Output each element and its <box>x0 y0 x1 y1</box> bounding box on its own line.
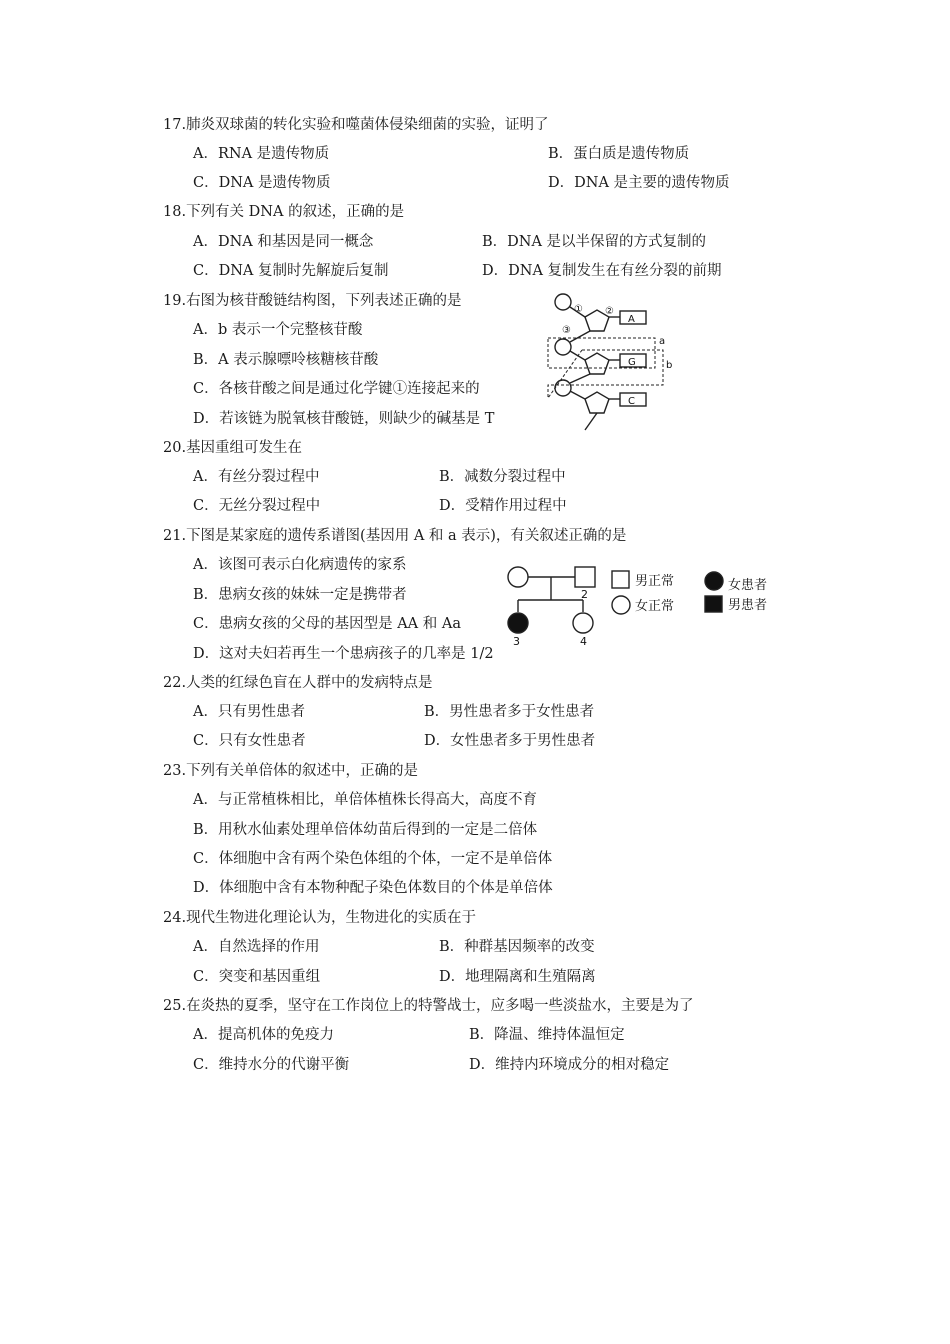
question-number: 22. <box>163 675 187 691</box>
option-c: C．各核苷酸之间是通过化学键①连接起来的 <box>193 381 480 397</box>
question-number: 20. <box>163 440 187 456</box>
legend-normal-male: 男正常 <box>635 574 675 589</box>
option-a: A．RNA 是遗传物质 <box>193 146 330 162</box>
question-25 <box>163 996 694 1016</box>
bond-label: ③ <box>562 325 571 336</box>
option-a: A．b 表示一个完整核苷酸 <box>193 322 363 338</box>
question-number: 24. <box>163 910 187 926</box>
option-b: B．蛋白质是遗传物质 <box>548 146 690 162</box>
option-c: C．只有女性患者 <box>193 733 306 749</box>
option-c: C．无丝分裂过程中 <box>193 498 321 514</box>
question-stem: 下列有关单倍体的叙述中，正确的是 <box>186 763 419 779</box>
option-a: A．提高机体的免疫力 <box>193 1027 334 1043</box>
individual-label: 2 <box>581 588 588 601</box>
option-d: D．若该链为脱氧核苷酸链，则缺少的碱基是 T <box>193 411 495 427</box>
legend-normal-female: 女正常 <box>635 599 675 614</box>
option-b: B．A 表示腺嘌呤核糖核苷酸 <box>193 352 379 368</box>
base-label: G <box>628 357 636 368</box>
option-d: D．维持内环境成分的相对稳定 <box>469 1057 670 1073</box>
question-number: 23. <box>163 763 187 779</box>
pedigree-figure <box>500 560 780 650</box>
bond-label: ① <box>574 304 583 315</box>
base-label: A <box>628 314 635 325</box>
option-b: B．男性患者多于女性患者 <box>424 704 595 720</box>
bracket-label: a <box>659 336 666 347</box>
question-stem: 基因重组可发生在 <box>186 440 303 456</box>
option-a: A．与正常植株相比，单倍体植株长得高大，高度不育 <box>193 792 537 808</box>
question-stem: 在炎热的夏季，坚守在工作岗位上的特警战士，应多喝一些淡盐水，主要是为了 <box>186 998 694 1014</box>
option-a: A．有丝分裂过程中 <box>193 469 320 485</box>
option-a: A．自然选择的作用 <box>193 939 320 955</box>
question-number: 21. <box>163 528 187 544</box>
option-c: C．DNA 复制时先解旋后复制 <box>193 263 389 279</box>
nucleotide-chain-figure <box>540 290 690 435</box>
option-c: C．体细胞中含有两个染色体组的个体，一定不是单倍体 <box>193 851 553 867</box>
question-stem: 肺炎双球菌的转化实验和噬菌体侵染细菌的实验，证明了 <box>186 117 549 133</box>
option-b: B．用秋水仙素处理单倍体幼苗后得到的一定是二倍体 <box>193 822 538 838</box>
option-c: C．维持水分的代谢平衡 <box>193 1057 350 1073</box>
question-number: 17. <box>163 117 187 133</box>
legend-affected-male: 男患者 <box>728 598 768 613</box>
option-d: D．DNA 复制发生在有丝分裂的前期 <box>482 263 722 279</box>
question-18 <box>163 202 404 222</box>
option-a: A．只有男性患者 <box>193 704 305 720</box>
option-b: B．减数分裂过程中 <box>439 469 566 485</box>
option-d: D．受精作用过程中 <box>439 498 567 514</box>
option-a: A．DNA 和基因是同一概念 <box>193 234 374 250</box>
option-b: B．种群基因频率的改变 <box>439 939 595 955</box>
option-b: B．患病女孩的妹妹一定是携带者 <box>193 587 407 603</box>
question-number: 18. <box>163 204 187 220</box>
option-d: D．地理隔离和生殖隔离 <box>439 969 596 985</box>
option-c: C．患病女孩的父母的基因型是 AA 和 Aa <box>193 616 461 632</box>
option-d: D．DNA 是主要的遗传物质 <box>548 175 730 191</box>
option-b: B．降温、维持体温恒定 <box>469 1027 625 1043</box>
option-b: B．DNA 是以半保留的方式复制的 <box>482 234 707 250</box>
option-c: C．突变和基因重组 <box>193 969 321 985</box>
option-d: D．体细胞中含有本物种配子染色体数目的个体是单倍体 <box>193 880 553 896</box>
question-17 <box>163 115 549 135</box>
question-20 <box>163 438 302 458</box>
question-19 <box>163 291 462 311</box>
option-d: D．这对夫妇若再生一个患病孩子的几率是 1/2 <box>193 646 494 662</box>
bond-label: ② <box>605 306 614 317</box>
option-a: A．该图可表示白化病遗传的家系 <box>193 557 407 573</box>
question-stem: 下列有关 DNA 的叙述，正确的是 <box>186 204 405 220</box>
option-d: D．女性患者多于男性患者 <box>424 733 596 749</box>
question-21 <box>163 526 626 546</box>
individual-label: 4 <box>580 635 587 648</box>
option-c: C．DNA 是遗传物质 <box>193 175 331 191</box>
question-number: 25. <box>163 998 187 1014</box>
question-stem: 现代生物进化理论认为，生物进化的实质在于 <box>186 910 477 926</box>
bracket-label: b <box>666 360 673 371</box>
question-stem: 右图为核苷酸链结构图，下列表述正确的是 <box>186 293 462 309</box>
question-number: 19. <box>163 293 187 309</box>
question-stem: 下图是某家庭的遗传系谱图(基因用 A 和 a 表示)，有关叙述正确的是 <box>186 528 627 544</box>
base-label: C <box>628 396 635 407</box>
individual-label: 3 <box>513 635 520 648</box>
question-24 <box>163 908 476 928</box>
question-stem: 人类的红绿色盲在人群中的发病特点是 <box>186 675 433 691</box>
legend-affected-female: 女患者 <box>728 578 768 593</box>
question-22 <box>163 673 433 693</box>
question-23 <box>163 761 418 781</box>
